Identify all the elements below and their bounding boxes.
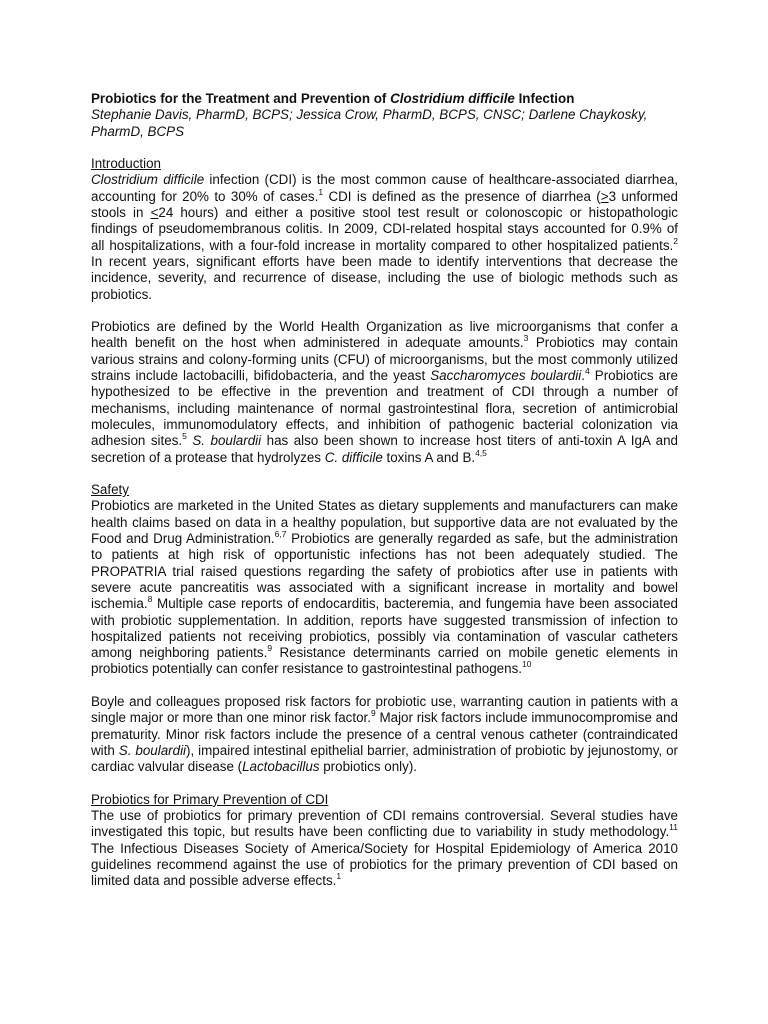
citation-ref: 8	[147, 594, 153, 605]
spacer	[91, 775, 678, 791]
body-text: CDI is defined as the presence of diarrhea (	[323, 188, 601, 204]
body-text: .	[581, 368, 585, 384]
body-text: Major risk factors include immunocompromise and prematurity. Minor risk factors include the presence of a central venous catheter (contraindicated with	[91, 710, 678, 758]
citation-ref: 2	[673, 235, 678, 246]
italic-text: S. boulardii	[118, 742, 187, 758]
body-text: The use of probiotics for primary prevention of CDI remains controversial. Several studies have investigated this topic, but results have been conflicting due to variability in study methodology.	[91, 808, 678, 840]
body-text: Probiotics are marketed in the United States as dietary supplements and manufacturers can make health claims based on data in a healthy population, but supportive data are not evaluated by the Food and Drug Administration.	[91, 498, 678, 547]
body-text: toxins A and B.	[382, 449, 476, 465]
italic-text: Lactobacillus	[242, 759, 320, 775]
body-text: 3 unformed stools in	[91, 188, 678, 221]
section-heading-primary-prevention: Probiotics for Primary Prevention of CDI	[91, 791, 329, 807]
citation-ref: 11	[669, 822, 678, 833]
citation-ref: 5	[182, 431, 187, 442]
body-text: infection (CDI) is the most common cause of healthcare-associated diarrhea, accounting for 20% to 30% of cases.	[91, 172, 678, 204]
citation-ref: 3	[523, 333, 529, 344]
body-text: Multiple case reports of endocarditis, bacteremia, and fungemia have been associated with probiotic supplementation. In addition, reports have suggested transmission of infection to hospitalized patients not receiving probiotics, possibly via contamination of vascular catheters among neighboring patients.	[91, 596, 678, 661]
author-list: Stephanie Davis, PharmD, BCPS; Jessica Crow, PharmD, BCPS, CNSC; Darlene Chaykosky, PharmD, BCPS	[91, 107, 648, 139]
citation-ref: 1	[318, 186, 324, 197]
title-italic-organism: Clostridium difficile	[390, 91, 515, 106]
italic-text: Saccharomyces boulardii	[430, 368, 582, 384]
citation-ref: 4	[584, 366, 590, 377]
spacer	[91, 303, 678, 319]
document-page	[91, 91, 678, 890]
body-text: Probiotics may contain various strains and colony-forming units (CFU) of microorganisms, but the most commonly utilized strains include lactobacilli, bifidobacteria, and the yeast	[91, 335, 678, 384]
citation-ref: 4,5	[475, 447, 487, 458]
citation-ref: 9	[371, 708, 376, 719]
body-text: Boyle and colleagues proposed risk factors for probiotic use, warranting caution in patients with a single major or more than one minor risk factor.	[91, 693, 678, 726]
italic-text: S. boulardii	[192, 433, 262, 449]
paragraph-safety-2	[91, 694, 678, 775]
le-symbol: <	[150, 205, 159, 221]
italic-text: Clostridium difficile	[91, 172, 205, 188]
citation-ref: 1	[336, 871, 342, 882]
spacer	[91, 678, 678, 694]
title-text: Probiotics for the Treatment and Prevention of	[91, 91, 391, 106]
spacer	[91, 140, 678, 156]
body-text: The Infectious Diseases Society of America/Society for Hospital Epidemiology of America 2010 guidelines recommend against the use of probiotics for the primary prevention of CDI based on limited data and possible adverse effects.	[91, 840, 678, 889]
citation-ref: 9	[267, 643, 273, 654]
body-text: Probiotics are hypothesized to be effective in the prevention and treatment of CDI through a number of mechanisms, including maintenance of normal gastrointestinal flora, secretion of antimicrobial molecules, immunomodulatory effects, and inhibition of pathogenic bacterial colonization via adhesion sites.	[91, 368, 678, 449]
body-text: ), impaired intestinal epithelial barrier, administration of probiotic by jejunostomy, or cardiac valvular disease (	[91, 742, 678, 775]
body-text: In recent years, significant efforts have been made to identify interventions that decrease the incidence, severity, and recurrence of disease, including the use of biologic methods such as probiotics.	[91, 253, 678, 302]
paragraph-safety-1	[91, 498, 678, 677]
body-text: has also been shown to increase host titers of anti-toxin A IgA and secretion of a protease that hydrolyzes	[91, 433, 678, 465]
spacer	[91, 466, 678, 482]
paragraph-introduction-1	[91, 172, 678, 302]
citation-ref: 10	[522, 659, 532, 670]
ge-symbol: >	[600, 188, 609, 204]
body-text: probiotics only).	[319, 759, 418, 775]
document-title	[91, 91, 678, 107]
section-heading-introduction: Introduction	[91, 156, 161, 172]
citation-ref: 6,7	[274, 529, 287, 540]
body-text: Probiotics are defined by the World Health Organization as live microorganisms that confer a health benefit on the host when administered in adequate amounts.	[91, 319, 678, 351]
paragraph-primary-prevention-1	[91, 808, 678, 889]
paragraph-introduction-2	[91, 319, 678, 466]
body-text: Probiotics are generally regarded as safe, but the administration to patients at high risk of opportunistic infections has not been adequately studied. The PROPATRIA trial raised questions regarding the safety of probiotics after use in patients with severe acute pancreatitis was associated with a significant increase in mortality and bowel ischemia.	[91, 531, 679, 612]
body-text: Resistance determinants carried on mobile genetic elements in probiotics potentially can confer resistance to gastrointestinal pathogens.	[91, 645, 678, 677]
title-text-end: Infection	[514, 91, 575, 106]
section-heading-safety: Safety	[91, 482, 129, 498]
italic-text: C. difficile	[324, 449, 383, 465]
body-text: 24 hours) and either a positive stool test result or colonoscopic or histopathologic findings of pseudomembranous colitis. In 2009, CDI-related hospital stays accounted for 0.9% of all hospitalizations, with a four-fold increase in mortality compared to other hospitalized patients.	[91, 205, 679, 253]
